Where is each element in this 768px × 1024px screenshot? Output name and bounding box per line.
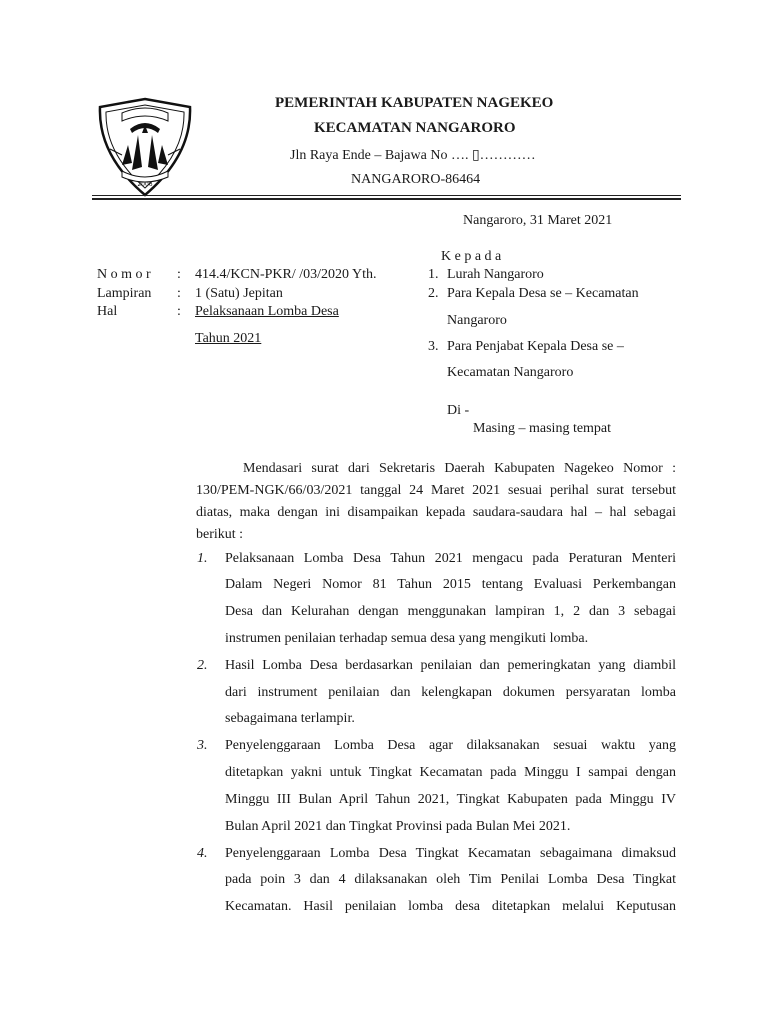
recipient-2-line2: Nangaroro (447, 313, 507, 328)
letterhead-divider-thick (92, 198, 681, 200)
item-4-line-2: pada poin 3 dan 4 dilaksanakan oleh Tim Penilai Lomba Desa Tingkat (225, 872, 676, 887)
nomor-label: N o m o r (97, 267, 151, 282)
recipient-1-num: 1. (428, 267, 439, 282)
recipient-3-line1: Para Penjabat Kepala Desa se – (447, 339, 624, 354)
item-3-number: 3. (197, 738, 208, 753)
item-1-number: 1. (197, 551, 208, 566)
recipient-2-num: 2. (428, 286, 439, 301)
date-line: Nangaroro, 31 Maret 2021 (463, 213, 613, 228)
intro-line-3: diatas, maka dengan ini disampaikan kepada saudara-saudara hal – hal sebagai (196, 505, 676, 520)
letterhead-address: Jln Raya Ende – Bajawa No …. ▯………… (290, 148, 536, 163)
hal-label: Hal (97, 304, 118, 319)
letterhead-divider (92, 195, 681, 196)
recipient-3-num: 3. (428, 339, 439, 354)
logo-year: 2006 (137, 181, 153, 188)
hal-colon: : (177, 304, 181, 319)
item-1-line-1: Pelaksanaan Lomba Desa Tahun 2021 mengacu pada Peraturan Menteri (225, 551, 676, 566)
nomor-value: 414.4/KCN-PKR/ /03/2020 Yth. (195, 267, 377, 282)
nomor-colon: : (177, 267, 181, 282)
recipient-1: Lurah Nangaroro (447, 267, 544, 282)
intro-line-1: Mendasari surat dari Sekretaris Daerah Kabupaten Nagekeo Nomor : (243, 461, 676, 476)
item-3-line-1: Penyelenggaraan Lomba Desa agar dilaksanakan sesuai waktu yang (225, 738, 676, 753)
lampiran-value: 1 (Satu) Jepitan (195, 286, 283, 301)
hal-value-line1: Pelaksanaan Lomba Desa (195, 304, 339, 319)
letterhead-postal: NANGARORO-86464 (351, 172, 481, 187)
item-1-line-3: Desa dan Kelurahan dengan menggunakan lampiran 1, 2 dan 3 sebagai (225, 604, 676, 619)
item-3-line-3: Minggu III Bulan April Tahun 2021, Tingkat Kabupaten pada Minggu IV (225, 792, 676, 807)
intro-line-4: berikut : (196, 527, 244, 542)
recipient-3-line2: Kecamatan Nangaroro (447, 365, 574, 380)
letterhead-subtitle: KECAMATAN NANGARORO (314, 120, 516, 136)
di-label: Di - (447, 403, 470, 418)
destination: Masing – masing tempat (473, 421, 612, 436)
item-1-line-2: Dalam Negeri Nomor 81 Tahun 2015 tentang Evaluasi Perkembangan (225, 577, 676, 592)
intro-line-2: 130/PEM-NGK/66/03/2021 tanggal 24 Maret 2021 sesuai perihal surat tersebut (196, 483, 676, 498)
recipient-2-line1: Para Kepala Desa se – Kecamatan (447, 286, 639, 301)
item-1-line-4: instrumen penilaian terhadap semua desa yang mengikuti lomba. (225, 631, 589, 646)
lampiran-colon: : (177, 286, 181, 301)
kepada-label: K e p a d a (441, 249, 502, 264)
item-2-line-1: Hasil Lomba Desa berdasarkan penilaian dan pemeringkatan yang diambil (225, 658, 676, 673)
letterhead-title: PEMERINTAH KABUPATEN NAGEKEO (275, 95, 554, 111)
district-logo (92, 95, 198, 199)
item-4-line-3: Kecamatan. Hasil penilaian lomba desa ditetapkan melalui Keputusan (225, 899, 676, 914)
lampiran-label: Lampiran (97, 286, 152, 301)
item-3-line-2: ditetapkan yakni untuk Tingkat Kecamatan pada Minggu I sampai dengan (225, 765, 676, 780)
item-2-line-2: dari instrument penilaian dan kelengkapan dokumen persyaratan lomba (225, 685, 676, 700)
item-4-number: 4. (197, 846, 208, 861)
hal-value-line2: Tahun 2021 (195, 331, 262, 346)
item-2-number: 2. (197, 658, 208, 673)
item-2-line-3: sebagaimana terlampir. (225, 711, 355, 726)
item-4-line-1: Penyelenggaraan Lomba Desa Tingkat Kecamatan sebagaimana dimaksud (225, 846, 676, 861)
item-3-line-4: Bulan April 2021 dan Tingkat Provinsi pada Bulan Mei 2021. (225, 819, 571, 834)
